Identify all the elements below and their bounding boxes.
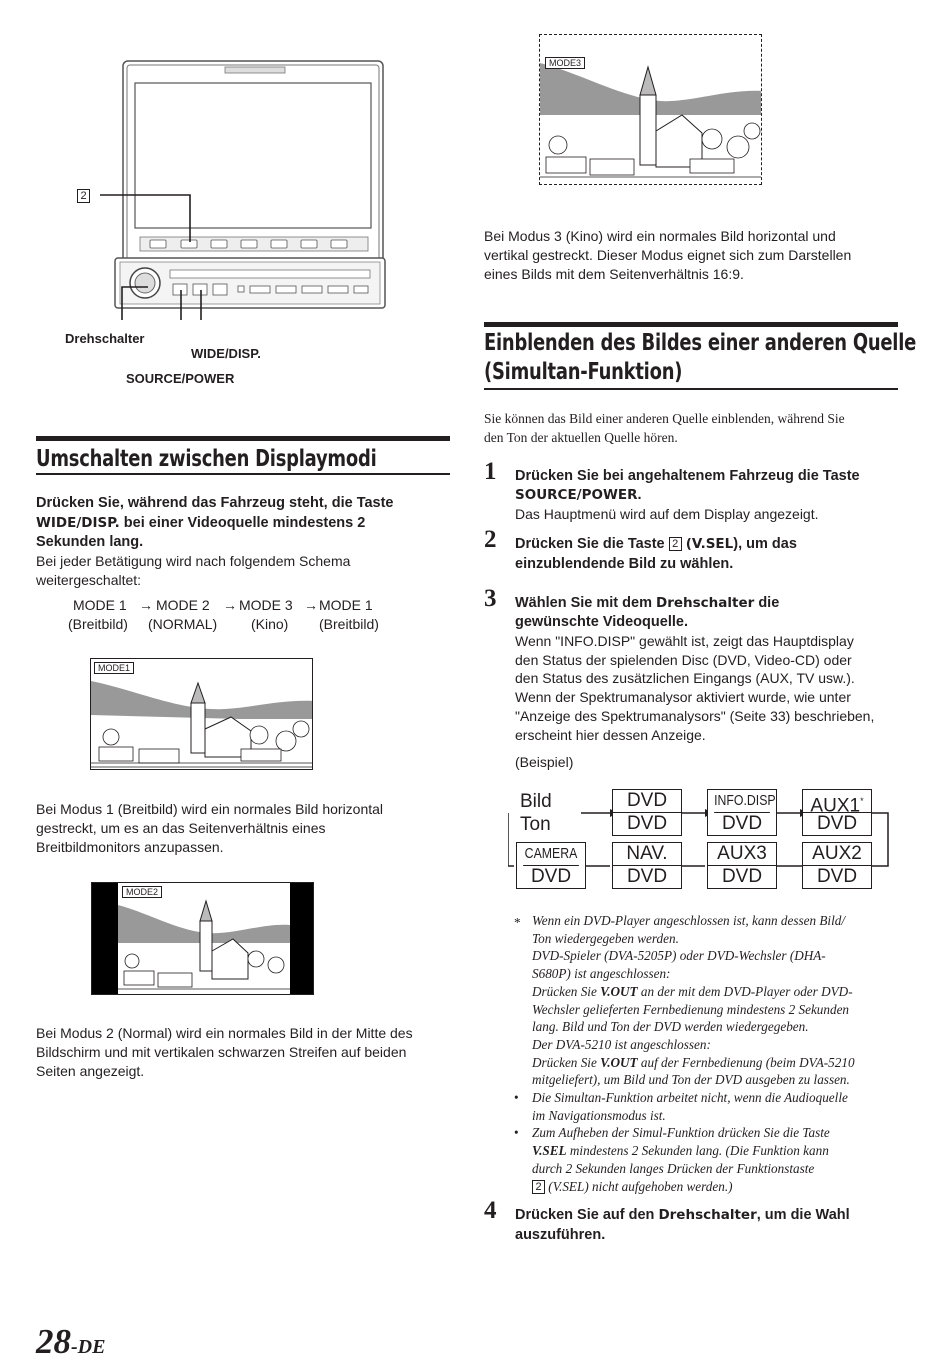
step-1-line-2 — [515, 486, 905, 505]
desc-line-2: weitergeschaltet: — [36, 572, 142, 588]
section-rule-bottom-left — [36, 473, 450, 475]
cell-info-disp-bottom: DVD — [721, 813, 763, 834]
note-vout2-pre: Drücken Sie — [532, 1054, 601, 1070]
step-3-line-2: gewünschte Videoquelle. — [515, 614, 688, 630]
diagram-cell-dvd — [612, 789, 682, 836]
note-vout-line-3: lang. Bild und Ton der DVD werden wiedergegeben. — [532, 1019, 809, 1035]
note-vout-key: V.OUT — [600, 983, 638, 999]
head-unit-illustration — [60, 50, 390, 320]
note-vout-line-1 — [532, 983, 894, 1001]
section-heading-displaymodi: Umschalten zwischen Displaymodi — [36, 446, 377, 472]
intro-line-2: den Ton der aktuellen Quelle hören. — [484, 430, 678, 445]
step-4-line-2: auszuführen. — [515, 1226, 606, 1243]
label-source-power: SOURCE/POWER — [126, 371, 235, 386]
step-3-detail-1: Wenn "INFO.DISP" gewählt ist, zeigt das Hauptdisplay — [515, 633, 854, 649]
mode3-description — [484, 227, 851, 284]
cell-aux2-bottom: DVD — [816, 866, 858, 887]
step-4-number: 4 — [484, 1197, 497, 1224]
intro-line-1: Sie können das Bild einer anderen Quelle einblenden, während Sie — [484, 411, 845, 426]
diagram-cell-camera — [516, 842, 586, 889]
note-vout-line-4: Der DVA-5210 ist angeschlossen: — [532, 1036, 711, 1052]
step-3-example: (Beispiel) — [515, 754, 574, 771]
source-cycle-diagram — [508, 786, 898, 894]
village-scene-wide — [91, 659, 313, 770]
label-wide-disp: WIDE/DISP. — [191, 346, 261, 361]
mode3-image — [539, 34, 762, 185]
mode1-image — [90, 658, 313, 770]
bullet-2-line-1: Zum Aufheben der Simul-Funktion drücken Sie die Taste — [532, 1125, 830, 1141]
drehschalter-key: Drehschalter — [656, 595, 755, 611]
step-2-number: 2 — [484, 526, 497, 553]
cell-camera-top: CAMERA — [523, 843, 579, 866]
step-4-pre: Drücken Sie auf den — [515, 1207, 659, 1223]
step-1-line-1: Drücken Sie bei angehaltenem Fahrzeug die Taste — [515, 468, 860, 484]
step-1-detail: Das Hauptmenü wird auf dem Display angezeigt. — [515, 506, 819, 522]
step-1-number: 1 — [484, 458, 497, 485]
cell-aux1-bottom: DVD — [816, 813, 858, 834]
note-vout-pre: Drücken Sie — [532, 983, 601, 999]
seq-name-2: (NORMAL) — [148, 616, 218, 632]
diagram-cell-info-disp — [707, 789, 777, 836]
diagram-cell-aux3 — [707, 842, 777, 889]
vsel-key: (V.SEL — [685, 536, 734, 552]
note-vout-post: an der mit dem DVD-Player oder DVD- — [637, 983, 853, 999]
note-bullet-2 — [514, 1124, 894, 1195]
cell-aux1-top — [803, 790, 871, 817]
step-2-line-2: einzublendende Bild zu wählen. — [515, 555, 734, 572]
page-number-suffix: -DE — [71, 1336, 106, 1358]
cell-camera-bottom: DVD — [530, 866, 572, 887]
step-2 — [515, 535, 905, 574]
mode1-line-1: Bei Modus 1 (Breitbild) wird ein normales Bild horizontal — [36, 801, 384, 817]
page-number — [36, 1322, 105, 1362]
diagram-cell-aux1 — [802, 789, 872, 836]
village-scene-normal — [118, 883, 290, 995]
note-vout2-post: auf der Fernbedienung (beim DVA-5210 — [637, 1054, 855, 1070]
callout-2: 2 — [77, 189, 90, 203]
mode2-image — [91, 882, 314, 995]
section-heading-simultan-line-1: Einblenden des Bildes einer anderen Quelle — [484, 330, 917, 356]
notes-block — [514, 912, 894, 1195]
mode2-line-3: Seiten angezeigt. — [36, 1063, 145, 1079]
step-4-line-1 — [515, 1206, 905, 1226]
seq-mode-2: MODE 2 — [156, 597, 210, 613]
note-star-line-1: Wenn ein DVD-Player angeschlossen ist, kann dessen Bild/ — [532, 913, 846, 928]
step-4-key: Drehschalter — [658, 1207, 757, 1223]
step-3-pre: Wählen Sie mit dem — [515, 595, 656, 611]
mode3-line-3: eines Bilds mit dem Seitenverhältnis 16:9. — [484, 266, 744, 282]
seq-arrow-2: → — [223, 597, 237, 613]
step-3 — [515, 594, 915, 772]
note-star-line-3: DVD-Spieler (DVA-5205P) oder DVD-Wechsler (DHA- — [532, 948, 826, 964]
seq-name-1: (Breitbild) — [68, 616, 128, 632]
section-heading-simultan-line-2: (Simultan-Funktion) — [484, 359, 683, 385]
bullet-2-line-3: durch 2 Sekunden langes Drücken der Funktionstaste — [532, 1160, 815, 1176]
wide-disp-key: WIDE/DISP. — [36, 514, 120, 531]
seq-mode-4: MODE 1 — [319, 597, 373, 613]
intro-text — [484, 409, 845, 447]
button-2-box: 2 — [669, 537, 682, 551]
mode3-label: MODE3 — [545, 57, 585, 69]
description-text — [36, 552, 350, 590]
source-power-key: SOURCE/POWER — [515, 487, 638, 503]
head-unit-drawing — [60, 50, 390, 320]
step-2-line-1 — [515, 535, 905, 555]
instruction-line-1: Drücken Sie, während das Fahrzeug steht, die Taste — [36, 495, 394, 511]
step-1-dot: . — [637, 487, 642, 503]
cell-info-disp-top: INFO.DISP — [714, 790, 770, 813]
cell-nav-top: NAV. — [613, 843, 681, 866]
seq-arrow-3: → — [304, 597, 318, 613]
mode-sequence — [36, 596, 456, 636]
note-star-line-2: Ton wiedergegeben werden. — [532, 930, 679, 946]
bullet-2-line-2 — [532, 1142, 894, 1160]
note-vout2-line-2: mitgeliefert), um Bild und Ton der DVD ausgeben zu lassen. — [532, 1072, 850, 1088]
step-3-detail-2: den Status der spielenden Disc (DVD, Video-CD) oder — [515, 651, 852, 668]
cell-aux3-top: AUX3 — [708, 843, 776, 866]
note-star-text — [532, 912, 894, 1089]
step-4 — [515, 1206, 905, 1245]
cell-dvd-top: DVD — [613, 790, 681, 813]
note-bullet-1 — [514, 1089, 894, 1124]
section-rule-top-left — [36, 436, 450, 441]
bullet-1-line-2: im Navigationsmodus ist. — [532, 1107, 666, 1123]
bullet-2-line-2-post: mindestens 2 Sekunden lang. (Die Funktion kann — [566, 1143, 829, 1159]
mode3-line-2: vertikal gestreckt. Dieser Modus eignet sich zum Darstellen — [484, 247, 852, 263]
cell-aux3-bottom: DVD — [721, 866, 763, 887]
mode2-line-1: Bei Modus 2 (Normal) wird ein normales Bild in der Mitte des — [36, 1025, 413, 1041]
section-rule-top-right — [484, 322, 898, 327]
section-rule-bottom-right — [484, 388, 898, 390]
mode1-line-3: Breitbildmonitors anzupassen. — [36, 839, 224, 855]
step-2-pre: Drücken Sie die Taste — [515, 536, 669, 552]
bullet-2-marker: • — [514, 1125, 519, 1141]
bullet-2-box: 2 — [532, 1180, 545, 1194]
mode1-description — [36, 800, 383, 857]
mode2-picture-area — [118, 883, 290, 995]
bullet-2-key: V.SEL — [532, 1143, 567, 1159]
diagram-cell-aux2 — [802, 842, 872, 889]
note-vout-line-2: Wechsler gelieferten Fernbedienung mindestens 2 Sekunden — [532, 1001, 850, 1017]
seq-name-3: (Kino) — [251, 616, 289, 632]
diagram-row-label-bild: Bild — [520, 791, 552, 812]
step-4-post: , um die Wahl — [756, 1207, 850, 1223]
mode2-label: MODE2 — [122, 886, 162, 898]
diagram-cell-nav — [612, 842, 682, 889]
seq-name-4: (Breitbild) — [319, 616, 379, 632]
instruction-text — [36, 494, 456, 553]
bullet-1-line-1: Die Simultan-Funktion arbeitet nicht, wenn die Audioquelle — [532, 1090, 848, 1106]
note-vout2-line-1 — [532, 1054, 894, 1072]
step-3-detail-4: Wenn der Spektrumanalysor aktiviert wurde, wie unter — [515, 689, 851, 706]
desc-line-1: Bei jeder Betätigung wird nach folgendem Schema — [36, 553, 351, 569]
bullet-2-line-4-text: (V.SEL) nicht aufgehoben werden.) — [545, 1178, 733, 1194]
step-3-number: 3 — [484, 585, 497, 612]
step-3-detail-5: "Anzeige des Spektrumanalysors" (Seite 33) beschrieben, — [515, 707, 875, 724]
seq-arrow-1: → — [139, 597, 153, 613]
cell-nav-bottom: DVD — [626, 866, 668, 887]
note-vout2-key: V.OUT — [600, 1054, 638, 1070]
cell-aux1-text: AUX1 — [810, 795, 861, 817]
cell-aux2-top: AUX2 — [803, 843, 871, 866]
seq-mode-1: MODE 1 — [73, 597, 127, 613]
step-3-post: die — [754, 595, 780, 611]
step-3-detail-3: den Status des zusätzlichen Eingangs (AUX, TV usw.). — [515, 670, 855, 687]
mode1-label: MODE1 — [94, 662, 134, 674]
mode2-line-2: Bildschirm und mit vertikalen schwarzen Streifen auf beiden — [36, 1044, 407, 1060]
note-star-marker: * — [514, 915, 521, 930]
diagram-row-label-ton: Ton — [520, 814, 551, 835]
step-1 — [515, 467, 905, 524]
step-3-detail-6: erscheint hier dessen Anzeige. — [515, 726, 706, 743]
step-3-detail — [515, 632, 915, 744]
label-drehschalter: Drehschalter — [65, 331, 145, 346]
page-number-value: 28 — [36, 1322, 71, 1361]
instruction-line-2 — [36, 514, 456, 534]
bullet-1-marker: • — [514, 1090, 519, 1106]
seq-mode-3: MODE 3 — [239, 597, 293, 613]
mode1-line-2: gestreckt, um es an das Seitenverhältnis eines — [36, 820, 326, 836]
bullet-2-line-4 — [532, 1178, 894, 1196]
step-3-line-1 — [515, 594, 915, 613]
cell-dvd-bottom: DVD — [626, 813, 668, 834]
step-2-post: ), um das — [733, 536, 797, 552]
note-star-line-4: S680P) ist angeschlossen: — [532, 966, 671, 982]
mode3-line-1: Bei Modus 3 (Kino) wird ein normales Bild horizontal und — [484, 228, 836, 244]
mode2-description — [36, 1024, 413, 1081]
cell-aux1-star: * — [860, 796, 864, 806]
instruction-line-3: Sekunden lang. — [36, 534, 144, 550]
instruction-line-2-rest: bei einer Videoquelle mindestens 2 — [119, 514, 366, 531]
